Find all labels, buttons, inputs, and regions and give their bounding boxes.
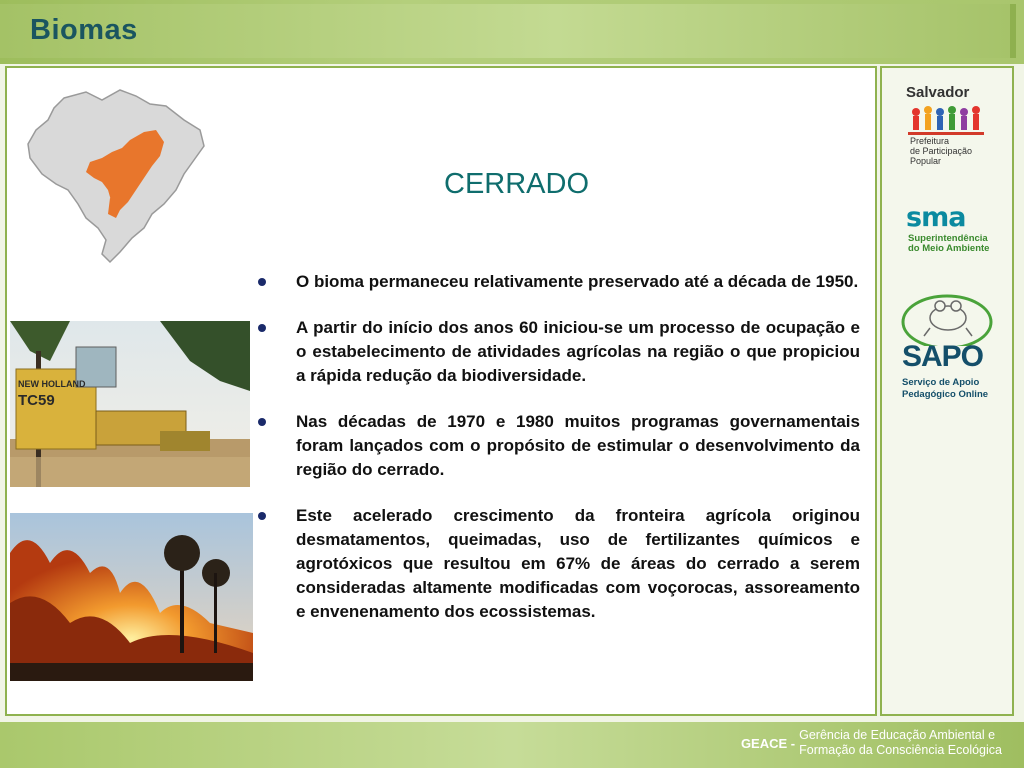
footer-text	[741, 728, 1002, 758]
footer-brand: GEACE -	[740, 735, 796, 751]
frog-icon	[900, 288, 994, 346]
bullet-icon	[258, 418, 266, 426]
svg-text:TC59: TC59	[18, 392, 55, 409]
footer-bar	[0, 722, 1024, 768]
fire-photo	[10, 513, 253, 681]
salvador-line-2: de Participação	[910, 146, 973, 156]
page-title: Biomas	[30, 14, 138, 46]
salvador-line-1: Prefeitura	[910, 136, 950, 146]
brazil-map-image	[24, 86, 206, 264]
sapo-logo-name: SAPO	[902, 340, 984, 373]
bullet-icon	[258, 278, 266, 286]
bullet-item	[258, 410, 860, 482]
salvador-logo	[906, 84, 996, 174]
svg-text:NEW HOLLAND: NEW HOLLAND	[18, 379, 86, 389]
people-icon	[908, 104, 984, 136]
bullet-item	[258, 316, 860, 388]
sapo-logo	[896, 286, 1000, 406]
bullet-icon	[258, 324, 266, 332]
footer-line-2: Formação da Consciência Ecológica	[799, 743, 1002, 757]
salvador-logo-subtitle	[910, 136, 972, 166]
sapo-line-2: Pedagógico Online	[902, 389, 989, 400]
bullet-text: Este acelerado crescimento da fronteira agrícola originou desmatamentos, queimadas, uso de fertilizantes químicos e agrotóxicos que resultou em 67% de áreas do cerrado a serem consideradas altamente modificadas com voçorocas, assoreamento e envenenamento dos ecossistemas.	[296, 506, 860, 621]
salvador-line-3: Popular	[910, 156, 942, 166]
bullet-text: Nas décadas de 1970 e 1980 muitos programas governamentais foram lançados com o propósito de estimular o desenvolvimento da região do cerrado.	[296, 412, 860, 479]
sma-logo-name: sma	[906, 202, 966, 233]
bullet-text: A partir do início dos anos 60 iniciou-se um processo de ocupação e o estabelecimento de atividades agrícolas na região o que propiciou a rápida redução da biodiversidade.	[296, 318, 860, 385]
sma-logo	[906, 202, 996, 262]
bullet-icon	[258, 512, 266, 520]
sma-line-1: Superintendência	[908, 233, 988, 244]
harvester-photo	[10, 321, 250, 487]
bullet-item	[258, 270, 860, 294]
footer-description	[799, 728, 1002, 758]
sma-line-2: do Meio Ambiente	[908, 243, 990, 254]
bullet-list	[258, 270, 860, 646]
footer-line-1: Gerência de Educação Ambiental e	[799, 728, 996, 742]
sma-logo-subtitle	[908, 234, 989, 254]
slide-title: CERRADO	[444, 168, 590, 200]
sapo-line-1: Serviço de Apoio	[902, 377, 980, 388]
bullet-item	[258, 504, 860, 624]
bullet-text: O bioma permaneceu relativamente preservado até a década de 1950.	[296, 272, 859, 291]
header-bar	[0, 0, 1024, 64]
header-band	[0, 4, 1016, 58]
sapo-logo-subtitle	[902, 377, 988, 401]
salvador-logo-name: Salvador	[906, 84, 970, 101]
